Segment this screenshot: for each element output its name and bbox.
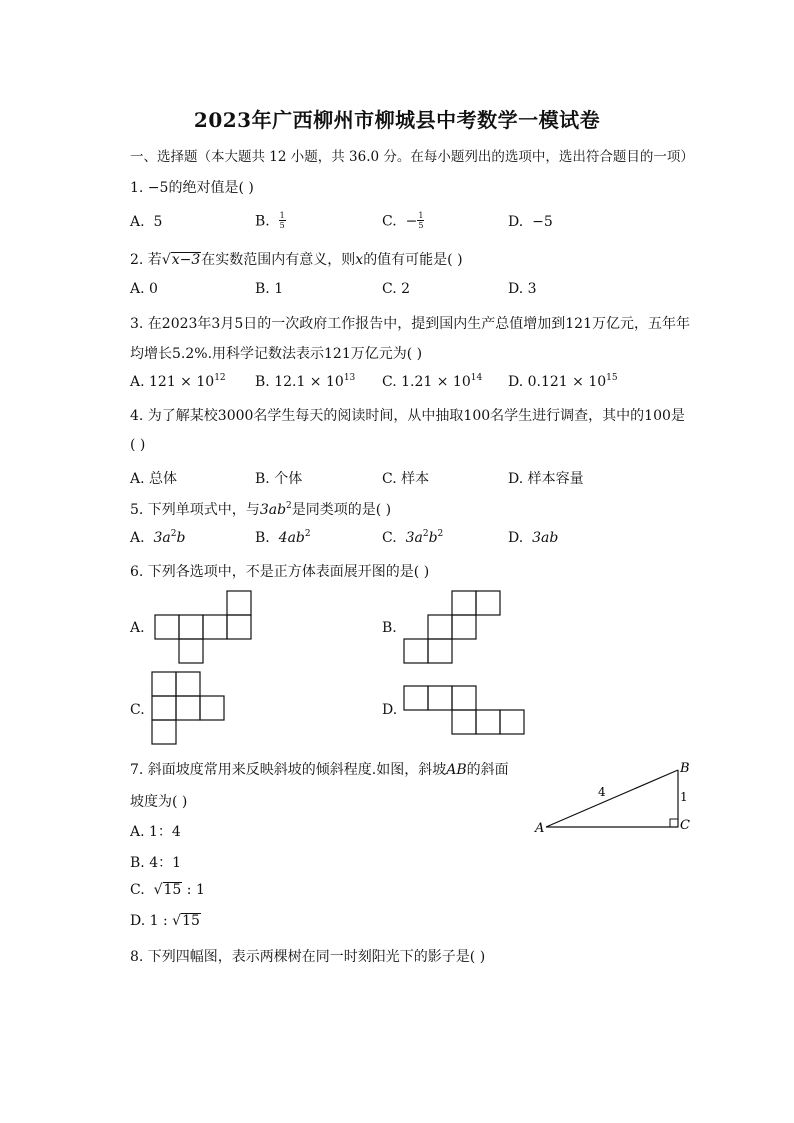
q6-option-c-label: C. [130, 702, 145, 718]
question-2-stem: 2. 若√x−3在实数范围内有意义，则x的值有可能是( ) [130, 252, 463, 268]
q3-option-d: D. $0.121 \times 10^{15}$ [508, 373, 618, 390]
q6-option-d-label: D. [382, 702, 398, 718]
q1-option-b: B. $\frac{1}{5}$ [255, 211, 285, 230]
q5-option-d: D. 3ab [508, 530, 559, 546]
q2-option-d: D. 3 [508, 281, 537, 297]
q7-option-d: D. 1 : √15 [130, 913, 200, 929]
leg-length-label: 1 [680, 790, 688, 804]
q6-option-b-label: B. [382, 620, 397, 636]
question-7-line-2: 坡度为( ) [130, 794, 188, 810]
q1-option-d: D. −5 [508, 214, 553, 230]
page-title: 2023年广西柳州市柳城县中考数学一模试卷 [193, 108, 601, 132]
q3-option-a: A. $121 \times 10^{12}$ [130, 373, 226, 390]
question-7-line-1: 7. 斜面坡度常用来反映斜坡的倾斜程度.如图，斜坡AB的斜面 [130, 762, 509, 778]
hypotenuse-length-label: 4 [598, 785, 606, 799]
q4-option-b: B. 个体 [255, 471, 303, 487]
right-angle-mark [670, 819, 678, 827]
q2-option-c: C. 2 [382, 281, 411, 297]
question-6-stem: 6. 下列各选项中，不是正方体表面展开图的是( ) [130, 564, 430, 580]
q5-option-b: B. $4ab^2$ [255, 529, 311, 546]
vertex-label-c: C [680, 818, 690, 833]
q1-option-a: A. 5 [130, 214, 163, 230]
question-4-line-1: 4. 为了解某校3000名学生每天的阅读时间，从中抽取100名学生进行调查，其中的100是 [130, 408, 685, 424]
q3-option-c: C. $1.21 \times 10^{14}$ [382, 373, 483, 390]
slope-hypotenuse-ab [546, 770, 678, 827]
q4-option-a: A. 总体 [130, 471, 178, 487]
vertex-label-b: B [680, 761, 690, 776]
question-1-stem: 1. −5的绝对值是( ) [130, 180, 254, 196]
question-3-line-1: 3. 在2023年3月5日的一次政府工作报告中，提到国内生产总值增加到121万亿元，五年年 [130, 316, 690, 332]
q4-option-c: C. 样本 [382, 471, 430, 487]
q7-option-a: A. 1：4 [130, 824, 181, 840]
question-3-line-2: 均增长5.2%.用科学记数法表示121万亿元为( ) [130, 346, 423, 362]
section-heading: 一、选择题（本大题共 12 小题，共 36.0 分。在每小题列出的选项中，选出符合题目的一项） [130, 149, 694, 165]
question-5-stem: 5. 下列单项式中，与$3ab^2$是同类项的是( ) [130, 501, 392, 518]
question-4-line-2: ( ) [130, 437, 146, 453]
vertex-label-a: A [535, 821, 545, 836]
q6-option-a-label: A. [130, 620, 145, 636]
q5-option-a: A. $3a^2b$ [130, 529, 186, 546]
q4-option-d: D. 样本容量 [508, 471, 584, 487]
q7-option-c: C. √15 : 1 [130, 882, 205, 898]
q3-option-b: B. $12.1 \times 10^{13}$ [255, 373, 356, 390]
question-8-stem: 8. 下列四幅图，表示两棵树在同一时刻阳光下的影子是( ) [130, 949, 486, 965]
q2-option-a: A. 0 [130, 281, 158, 297]
q5-option-c: C. $3a^2b^2$ [382, 529, 444, 546]
q2-option-b: B. 1 [255, 281, 284, 297]
q7-option-b: B. 4：1 [130, 855, 182, 871]
q1-option-c: C. − $\frac{1}{5}$ [382, 211, 424, 230]
